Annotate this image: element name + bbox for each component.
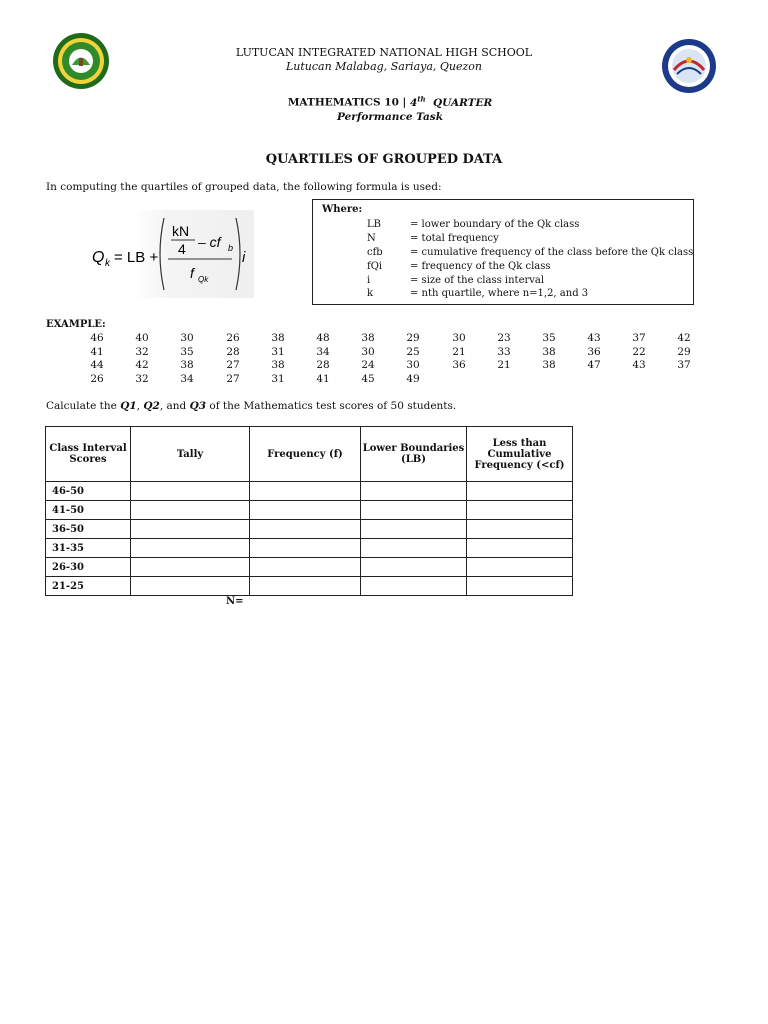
legend-definition: = total frequency <box>410 233 499 244</box>
example-score: 35 <box>542 332 556 344</box>
example-score: 30 <box>361 346 375 358</box>
example-score: 30 <box>406 359 420 371</box>
column-header: Lower Boundaries (LB) <box>361 427 467 482</box>
q3-label: Q3 <box>189 400 207 412</box>
frequency-cell[interactable] <box>250 539 361 558</box>
table-row <box>46 520 573 539</box>
where-legend-box <box>312 199 694 305</box>
legend-symbol: fQi <box>367 261 383 272</box>
legend-definition: = cumulative frequency of the class before the Qk class <box>410 247 694 258</box>
calculate-instruction <box>46 400 456 412</box>
table-row <box>46 482 573 501</box>
tally-cell[interactable] <box>131 558 250 577</box>
class-interval-cell: 21-25 <box>46 577 131 596</box>
legend-definition: = size of the class interval <box>410 275 545 286</box>
subject-label: MATHEMATICS 10 | <box>287 96 407 109</box>
example-score: 42 <box>135 359 149 371</box>
tally-cell[interactable] <box>131 501 250 520</box>
table-header-row <box>46 427 573 482</box>
legend-symbol: LB <box>367 219 381 230</box>
subject-header <box>0 92 768 124</box>
example-score: 38 <box>271 332 285 344</box>
table-row <box>46 558 573 577</box>
school-header <box>0 46 768 74</box>
formula-kn: kN <box>172 223 190 239</box>
cumulative-frequency-cell[interactable] <box>467 539 573 558</box>
example-score: 48 <box>316 332 330 344</box>
formula-f-sub: Qk <box>198 275 209 284</box>
lower-boundary-cell[interactable] <box>361 482 467 501</box>
cumulative-frequency-cell[interactable] <box>467 482 573 501</box>
example-score: 31 <box>271 346 285 358</box>
example-score: 32 <box>135 373 149 385</box>
quarter-number: 4 <box>410 96 418 109</box>
lower-boundary-cell[interactable] <box>361 520 467 539</box>
example-score: 32 <box>135 346 149 358</box>
legend-row <box>313 232 693 246</box>
example-score: 38 <box>542 359 556 371</box>
legend-definition: = frequency of the Qk class <box>410 261 551 272</box>
example-score: 38 <box>361 332 375 344</box>
table-row <box>46 501 573 520</box>
frequency-cell[interactable] <box>250 558 361 577</box>
class-interval-cell: 31-35 <box>46 539 131 558</box>
table-row <box>46 577 573 596</box>
example-score: 44 <box>90 359 104 371</box>
example-score: 46 <box>90 332 104 344</box>
example-score: 43 <box>587 332 601 344</box>
quarter-word: QUARTER <box>432 96 493 109</box>
example-score: 49 <box>406 373 420 385</box>
legend-symbol: N <box>367 233 376 244</box>
example-score: 45 <box>361 373 375 385</box>
formula-q: Q <box>92 249 105 266</box>
task-label: Performance Task <box>337 110 443 123</box>
example-score: 38 <box>271 359 285 371</box>
example-score: 30 <box>452 332 466 344</box>
cumulative-frequency-cell[interactable] <box>467 558 573 577</box>
q2-label: Q2 <box>143 400 160 412</box>
legend-symbol: k <box>367 288 374 299</box>
tally-cell[interactable] <box>131 482 250 501</box>
legend-symbol: i <box>367 275 371 286</box>
example-score: 36 <box>587 346 601 358</box>
cumulative-frequency-cell[interactable] <box>467 501 573 520</box>
example-score: 35 <box>180 346 194 358</box>
cumulative-frequency-cell[interactable] <box>467 520 573 539</box>
example-score: 36 <box>452 359 466 371</box>
example-score: 47 <box>587 359 601 371</box>
school-name: LUTUCAN INTEGRATED NATIONAL HIGH SCHOOL <box>235 46 533 59</box>
example-score: 21 <box>452 346 466 358</box>
legend-row <box>313 260 693 274</box>
frequency-cell[interactable] <box>250 501 361 520</box>
quartile-formula <box>72 210 254 298</box>
lower-boundary-cell[interactable] <box>361 539 467 558</box>
example-score: 25 <box>406 346 420 358</box>
calc-sep1: , <box>136 400 144 412</box>
q1-label: Q1 <box>120 400 137 412</box>
tally-cell[interactable] <box>131 539 250 558</box>
example-score: 33 <box>497 346 511 358</box>
legend-symbol: cfb <box>367 247 383 258</box>
legend-definition: = nth quartile, where n=1,2, and 3 <box>410 288 589 299</box>
formula-eq: = LB + <box>114 249 159 266</box>
total-frequency-label: N= <box>226 596 244 607</box>
example-label: EXAMPLE: <box>46 319 106 330</box>
example-score: 28 <box>316 359 330 371</box>
legend-row <box>313 274 693 288</box>
example-score: 23 <box>497 332 511 344</box>
calc-sep2: , and <box>159 400 190 412</box>
frequency-cell[interactable] <box>250 520 361 539</box>
tally-cell[interactable] <box>131 577 250 596</box>
example-score: 38 <box>180 359 194 371</box>
legend-row <box>313 218 693 232</box>
example-score: 26 <box>226 332 240 344</box>
lower-boundary-cell[interactable] <box>361 577 467 596</box>
frequency-cell[interactable] <box>250 482 361 501</box>
example-score: 27 <box>226 373 240 385</box>
example-score: 43 <box>632 359 646 371</box>
quarter-suffix: th <box>417 94 426 103</box>
example-score: 28 <box>226 346 240 358</box>
legend-row <box>313 287 693 301</box>
formula-q-sub: k <box>105 258 110 269</box>
tally-cell[interactable] <box>131 520 250 539</box>
example-score: 22 <box>632 346 646 358</box>
example-score: 30 <box>180 332 194 344</box>
class-interval-cell: 46-50 <box>46 482 131 501</box>
frequency-table <box>45 426 573 596</box>
example-score: 29 <box>406 332 420 344</box>
column-header: Frequency (f) <box>250 427 361 482</box>
example-score: 21 <box>497 359 511 371</box>
example-score: 34 <box>316 346 330 358</box>
lower-boundary-cell[interactable] <box>361 501 467 520</box>
example-score: 37 <box>677 359 691 371</box>
class-interval-cell: 36-50 <box>46 520 131 539</box>
formula-four: 4 <box>178 241 186 257</box>
cumulative-frequency-cell[interactable] <box>467 577 573 596</box>
subject-line <box>0 92 768 110</box>
example-score: 41 <box>90 346 104 358</box>
where-title: Where: <box>322 204 363 215</box>
column-header: Less than Cumulative Frequency (<cf) <box>467 427 573 482</box>
example-score: 37 <box>632 332 646 344</box>
frequency-cell[interactable] <box>250 577 361 596</box>
column-header: Tally <box>131 427 250 482</box>
example-score: 31 <box>271 373 285 385</box>
class-interval-cell: 41-50 <box>46 501 131 520</box>
page-title: QUARTILES OF GROUPED DATA <box>265 152 503 167</box>
intro-text: In computing the quartiles of grouped data, the following formula is used: <box>46 181 442 193</box>
example-score: 27 <box>226 359 240 371</box>
lower-boundary-cell[interactable] <box>361 558 467 577</box>
example-score: 24 <box>361 359 375 371</box>
example-score: 34 <box>180 373 194 385</box>
formula-i: i <box>242 249 246 266</box>
column-header: Class Interval Scores <box>46 427 131 482</box>
formula-minus-cf: – cf <box>198 234 221 250</box>
example-score: 26 <box>90 373 104 385</box>
example-score: 40 <box>135 332 149 344</box>
example-score: 29 <box>677 346 691 358</box>
example-score: 42 <box>677 332 691 344</box>
legend-row <box>313 246 693 260</box>
calc-suffix: of the Mathematics test scores of 50 students. <box>206 400 457 412</box>
school-address: Lutucan Malabag, Sariaya, Quezon <box>285 60 483 73</box>
table-row <box>46 539 573 558</box>
formula-cf-sub: b <box>228 243 234 253</box>
example-score: 38 <box>542 346 556 358</box>
class-interval-cell: 26-30 <box>46 558 131 577</box>
calc-prefix: Calculate the <box>46 400 121 412</box>
formula-f: f <box>190 265 194 281</box>
example-score: 41 <box>316 373 330 385</box>
legend-definition: = lower boundary of the Qk class <box>410 219 580 230</box>
